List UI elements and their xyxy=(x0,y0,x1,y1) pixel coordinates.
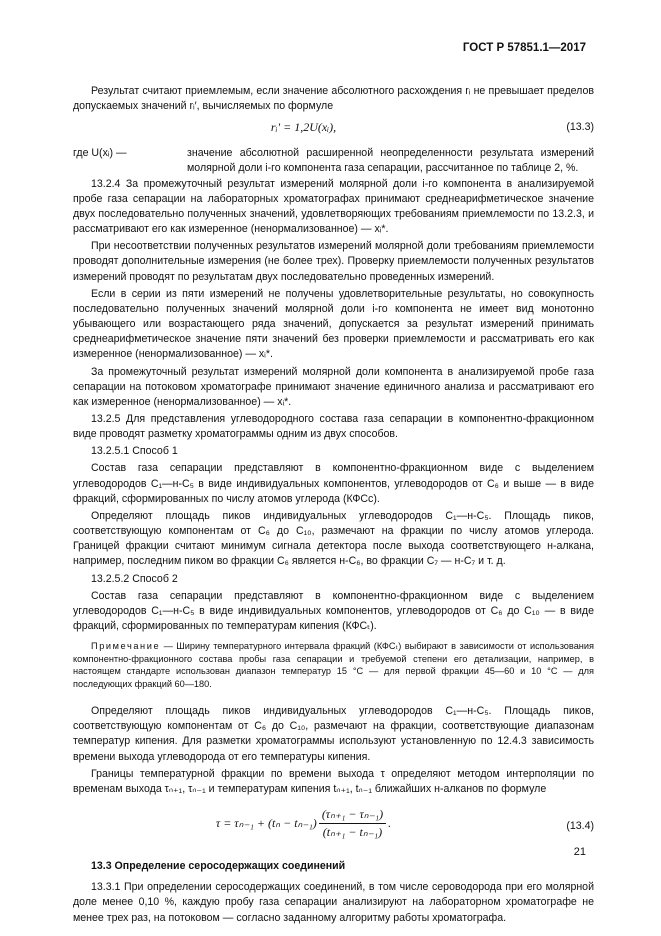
paragraph-method-2-b: Определяют площадь пиков индивидуальных углеводородов C₁—н-C₅. Площадь пиков, соответствующую компонентам от C₆ до C₁₀, размечают на фракции, соответствующие диапазонам температур кипения. Для разметки хроматограммы используют установленную по 12.4.3 зависимость времени выхода углеводорода от его температуры кипения. xyxy=(73,705,594,763)
formula-13-4 xyxy=(73,805,594,851)
paragraph-five-measurements: Если в серии из пяти измерений не получены удовлетворительные результаты, но совокупность последовательно полученных значений молярной доли i-го компонента не имеет вид монотонно убывающего или возрастающего ряда значений, допускается за результат измерений принимать среднеарифметическое значение пяти значений без проверки приемлемости и рассматривать его как измеренное (ненормализованное) — xᵢ*. xyxy=(73,287,594,361)
heading-method-1: 13.2.5.1 Способ 1 xyxy=(91,445,178,458)
formula-expression: rᵢ′ = 1,2U(xᵢ), xyxy=(270,120,337,135)
note-text: — Ширину температурного интервала фракций (КФСₜ) выбирают в зависимости от использования компонентно-фракционного состава пробы газа сепарации и требуемой степени его детализации, например, в настоящем стандарте использован диапазон температур 15 °С — для первой фракции 45—60 и 10 °С — для последующих фракций 60—180. xyxy=(73,641,594,689)
formula-lhs: τ = τₙ₋₁ + (tₙ − tₙ₋₁) xyxy=(215,816,317,831)
where-clause xyxy=(73,146,594,176)
note xyxy=(73,640,594,690)
formula-tail: . xyxy=(388,816,392,831)
page-number: 21 xyxy=(573,846,586,858)
formula-expression xyxy=(73,807,534,840)
body-text xyxy=(73,84,594,928)
paragraph-13-2-4: 13.2.4 За промежуточный результат измерений молярной доли i-го компонента в анализируемой пробе газа сепарации на лабораторных хроматографах принимают среднеарифметическое значение двух последовательно полученных значений, удовлетворяющих требованиям приемлемости по 13.2.3, и рассматривают его как измеренное (ненормализованное) — xᵢ*. xyxy=(73,177,594,236)
where-description: значение абсолютной расширенной неопределенности результата измерений молярной доли i-го компонента газа сепарации, рассчитанное по таблице 2, %. xyxy=(187,147,594,175)
paragraph-noncompliance: При несоответствии полученных результатов измерений молярной доли требованиям приемлемости проводят дополнительные измерения (не более трех). Проверку приемлемости полученных результатов измерений проводят по результатам двух последовательно проведенных измерений. xyxy=(73,240,594,283)
paragraph-method-1-b: Определяют площадь пиков индивидуальных углеводородов C₁—н-C₅. Площадь пиков, соответствующую компонентам от C₆ до C₁₀, размечают на фракции по числу атомов углерода. Границей фракции считают минимум сигнала детектора после выхода соответствующего н-алкана, например, последним пиком во фракции C₆ является н-C₆, во фракции C₇ — н-C₇ и т. д. xyxy=(73,509,594,568)
note-label: Примечание xyxy=(91,641,161,652)
paragraph-result-acceptance: Результат считают приемлемым, если значение абсолютного расхождения rᵢ не превышает пределов допускаемых значений rᵢ′, вычисляемых по формуле xyxy=(73,85,594,113)
formula-13-3 xyxy=(73,116,594,146)
fraction-numerator: (τₙ₊₁ − τₙ₋₁) xyxy=(319,807,386,824)
paragraph-13-3-1: 13.3.1 При определении серосодержащих соединений, в том числе сероводорода при его молярной доле менее 0,10 %, каждую пробу газа сепарации анализируют на лабораторном хроматографе не менее трех раз, на потоковом — согласно заданному алгоритму работы хроматографа. xyxy=(73,881,594,924)
fraction-denominator: (tₙ₊₁ − tₙ₋₁) xyxy=(322,825,383,840)
formula-number: (13.4) xyxy=(566,820,594,833)
paragraph-13-2-5: 13.2.5 Для представления углеводородного состава газа сепарации в компонентно-фракционном виде проводят разметку хроматограммы одним из двух способов. xyxy=(73,412,594,441)
paragraph-method-2-c: Границы температурной фракции по времени выхода τ определяют методом интерполяции по временам выхода τₙ₊₁, τₙ₋₁ и температурам кипения tₙ₊₁, tₙ₋₁ ближайших н-алканов по формуле xyxy=(73,767,594,795)
paragraph-flow-chromatograph: За промежуточный результат измерений молярной доли компонента в анализируемой пробе газа сепарации на потоковом хроматографе принимают значение единичного анализа и рассматривают его как измеренное (ненормализованное) — xᵢ*. xyxy=(73,365,594,408)
doc-header: ГОСТ Р 57851.1—2017 xyxy=(462,42,586,54)
formula-fraction xyxy=(319,807,386,840)
heading-method-2: 13.2.5.2 Способ 2 xyxy=(91,572,178,585)
paragraph-method-2-a: Состав газа сепарации представляют в компонентно-фракционном виде с выделением углеводородов C₁—н-C₅ в виде индивидуальных компонентов, углеводородов от C₆ до C₁₀ — в виде фракций, сформированных по температурам кипения (КФСₜ). xyxy=(73,589,594,632)
paragraph-method-1-a: Состав газа сепарации представляют в компонентно-фракционном виде с выделением углеводородов C₁—н-C₅ в виде индивидуальных компонентов, углеводородов от C₆ и выше — в виде фракций, сформированных по числу атомов углерода (КФСᴄ). xyxy=(73,462,594,505)
section-heading-13-3: 13.3 Определение серосодержащих соединений xyxy=(91,860,346,873)
formula-number: (13.3) xyxy=(566,121,594,134)
where-symbol: где U(xᵢ) — xyxy=(73,147,127,160)
